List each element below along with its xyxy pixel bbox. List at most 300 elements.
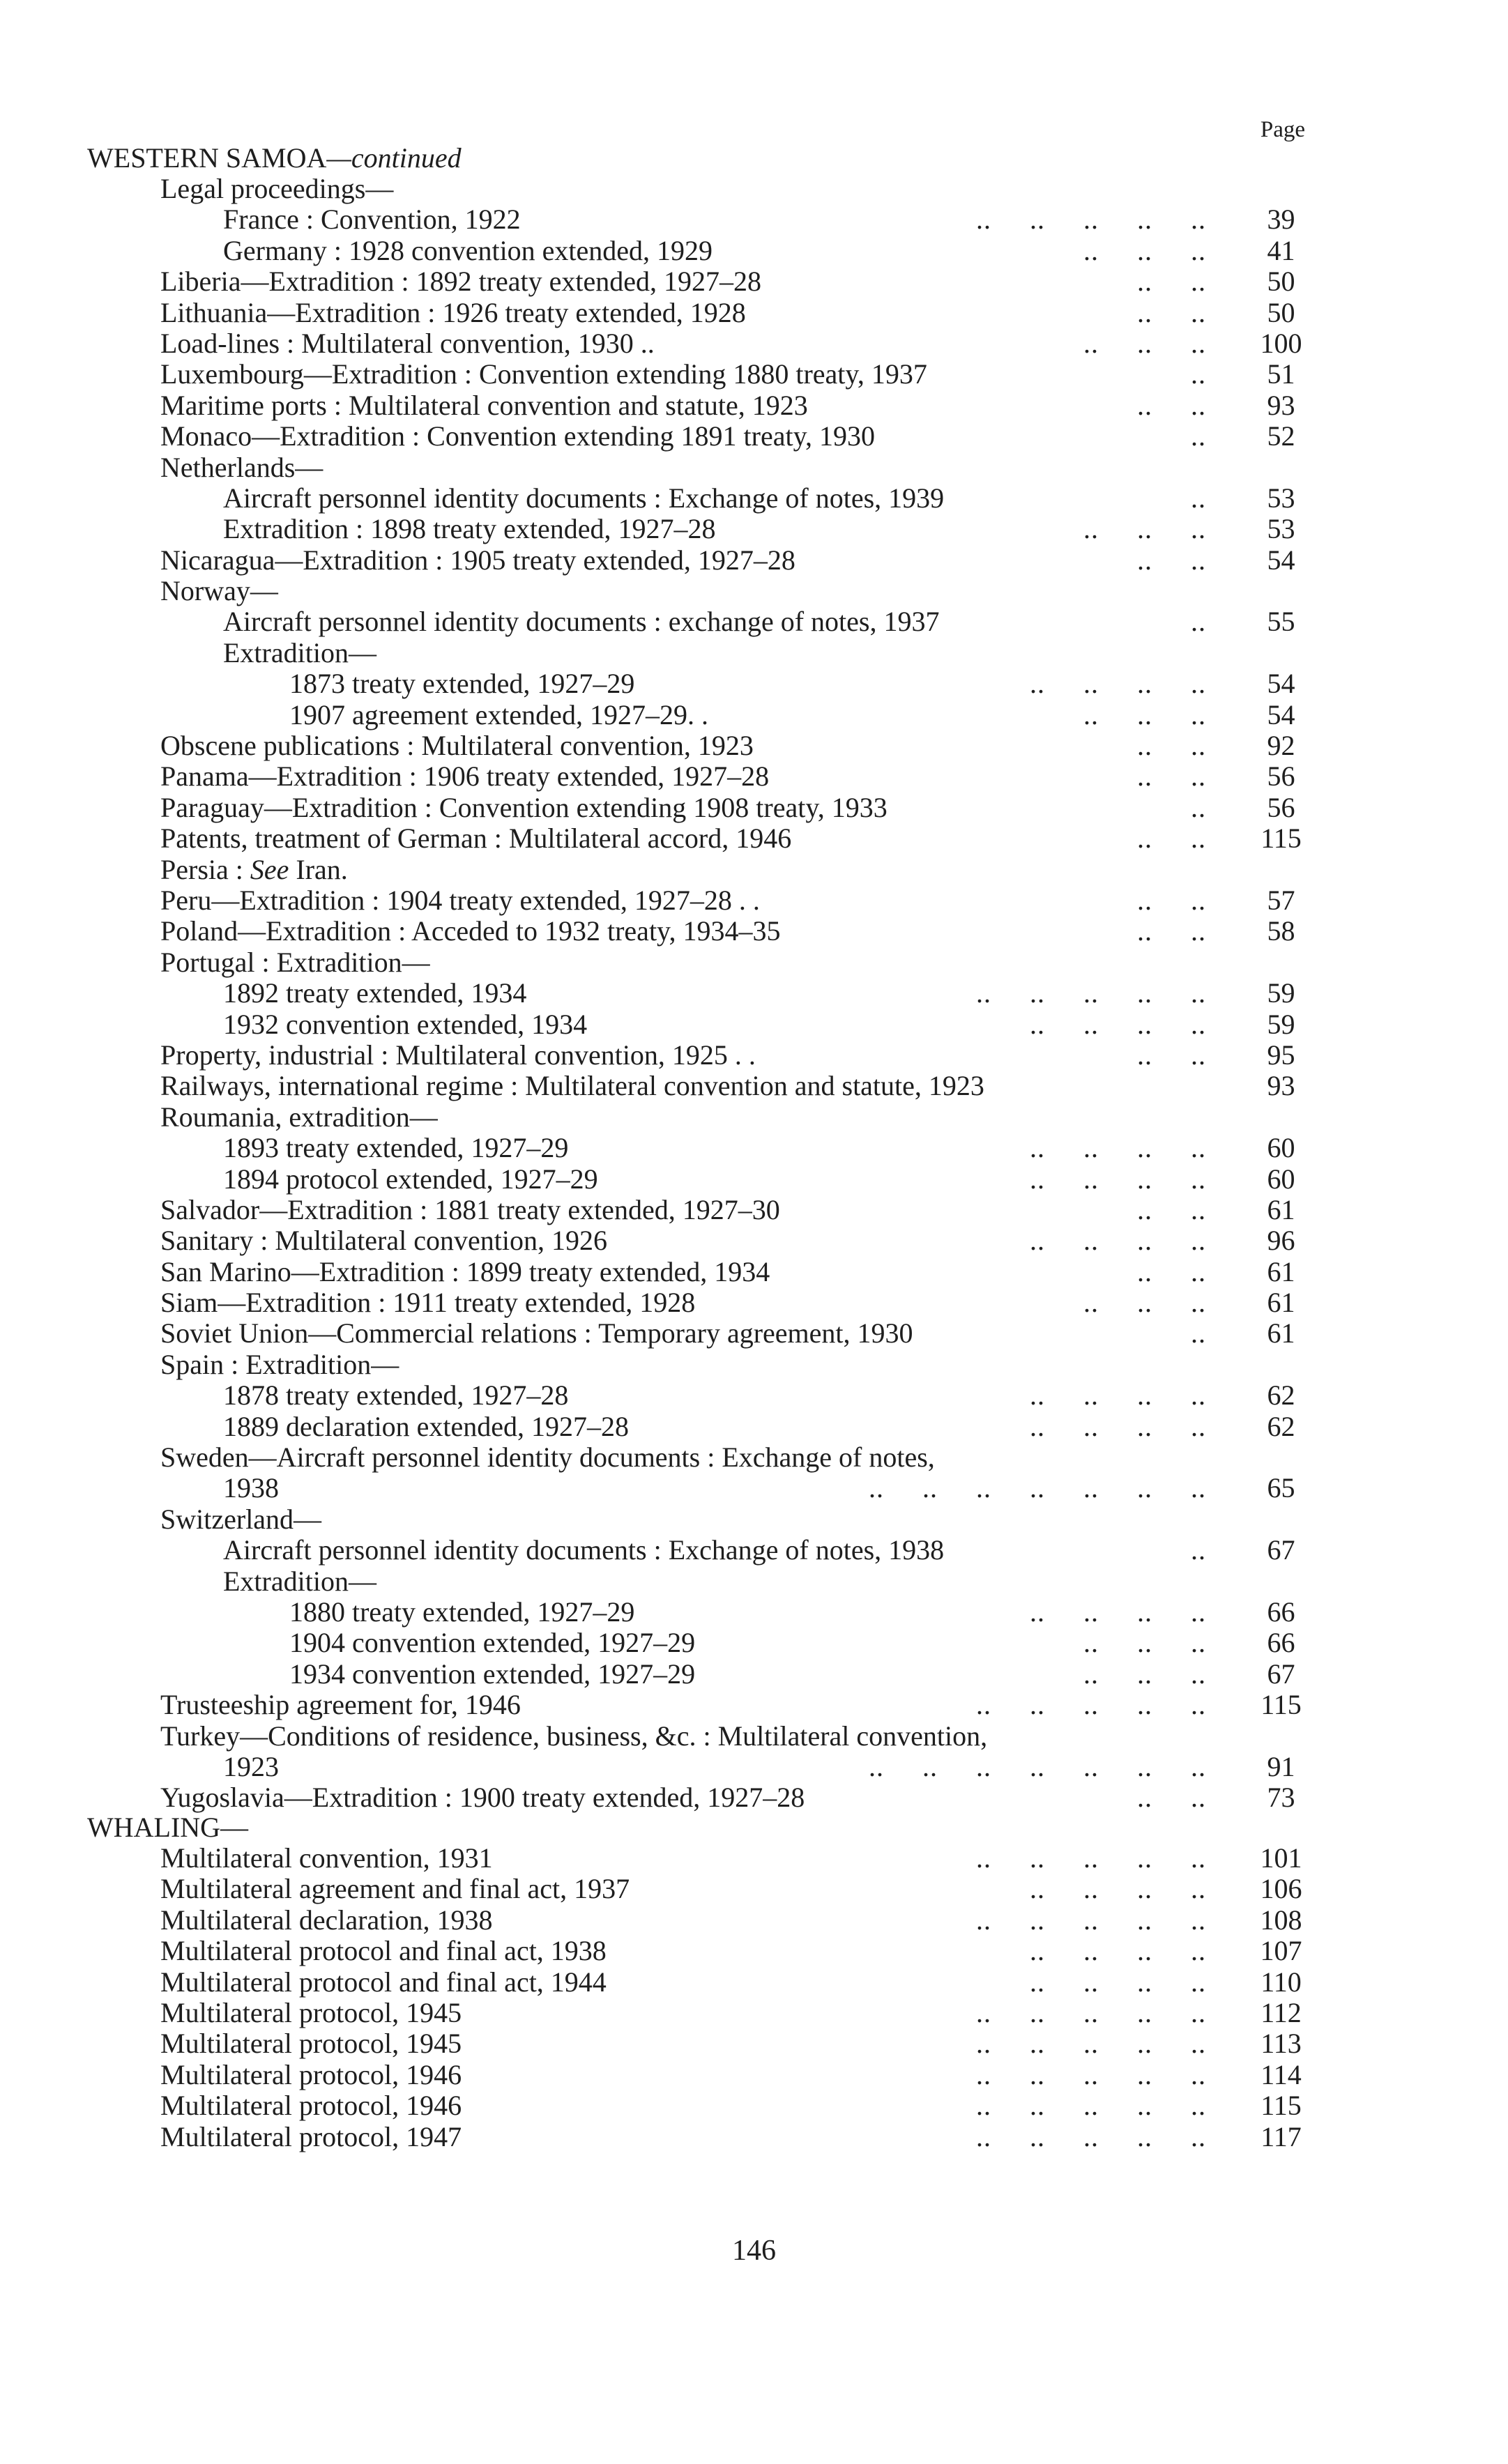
entry-text xyxy=(160,885,760,916)
index-entry xyxy=(0,576,1508,606)
entry-page-number: 67 xyxy=(1267,1534,1295,1566)
entry-label: Peru—Extradition : 1904 treaty extended, 1927–28 . . xyxy=(160,884,760,916)
entry-page-number: 65 xyxy=(1267,1472,1295,1504)
leader-dots: .. .. xyxy=(1137,296,1206,328)
entry-text xyxy=(160,1225,607,1256)
entry-page-number: 61 xyxy=(1267,1193,1295,1225)
entry-text xyxy=(223,1535,944,1566)
leader-dots: .. .. .. .. xyxy=(1030,1132,1206,1164)
entry-page-number: 56 xyxy=(1267,760,1295,793)
index-entry xyxy=(0,1690,1508,1720)
leader-dots: .. .. xyxy=(1137,544,1206,576)
entry-label: Sanitary : Multilateral convention, 1926 xyxy=(160,1225,607,1257)
entry-page-number: 61 xyxy=(1267,1317,1295,1349)
entry-text xyxy=(160,947,430,978)
entry-label: Germany : 1928 convention extended, 1929 xyxy=(223,234,713,266)
entry-label: Railways, international regime : Multilateral convention and statute, 1923 xyxy=(160,1070,984,1102)
entry-page-number: 108 xyxy=(1260,1904,1302,1936)
entry-text xyxy=(160,1195,780,1225)
entry-label: Poland—Extradition : Acceded to 1932 treaty, 1934–35 xyxy=(160,915,781,947)
entry-label: Spain : Extradition— xyxy=(160,1348,399,1380)
entry-page-number: 96 xyxy=(1267,1225,1295,1257)
entry-label: Siam—Extradition : 1911 treaty extended, 1928 xyxy=(160,1287,696,1319)
entry-page-number: 115 xyxy=(1261,1689,1302,1721)
index-entry xyxy=(0,204,1508,235)
leader-dots: .. .. .. .. xyxy=(1030,1379,1206,1411)
leader-dots: .. .. .. xyxy=(1083,234,1206,266)
leader-dots: .. .. .. xyxy=(1083,513,1206,545)
index-entry xyxy=(0,2060,1508,2090)
entry-text xyxy=(160,1287,695,1318)
index-entry xyxy=(0,1040,1508,1071)
index-entry xyxy=(0,885,1508,916)
entry-text xyxy=(160,266,761,297)
entry-text xyxy=(160,1257,770,1287)
entry-page-number: 53 xyxy=(1267,513,1295,545)
entry-label: 1923 xyxy=(223,1750,279,1782)
entry-text xyxy=(160,1349,399,1380)
entry-page-number: 101 xyxy=(1260,1842,1302,1874)
entry-text xyxy=(160,1782,805,1813)
entry-label: 1873 treaty extended, 1927–29 xyxy=(289,668,635,700)
entry-label: Maritime ports : Multilateral convention and statute, 1923 xyxy=(160,389,808,421)
leader-dots: .. .. .. .. .. .. .. xyxy=(869,1472,1206,1504)
entry-text xyxy=(223,1566,376,1597)
index-entry xyxy=(0,668,1508,699)
index-entry xyxy=(0,174,1508,204)
entry-page-number: 55 xyxy=(1267,606,1295,638)
entry-label: Panama—Extradition : 1906 treaty extended, 1927–28 xyxy=(160,760,770,793)
entry-text xyxy=(289,1659,695,1690)
leader-dots: .. xyxy=(1191,1317,1206,1349)
entry-text xyxy=(289,668,634,699)
entry-label: Multilateral protocol and final act, 1944 xyxy=(160,1966,607,1998)
entry-label: 1893 treaty extended, 1927–29 xyxy=(223,1132,569,1164)
entry-label: Legal proceedings— xyxy=(160,173,394,204)
leader-dots: .. .. xyxy=(1137,1193,1206,1225)
index-entry xyxy=(0,1195,1508,1225)
entry-label: Multilateral protocol, 1946 xyxy=(160,2058,462,2090)
entry-label: 1892 treaty extended, 1934 xyxy=(223,977,527,1009)
page-column-label: Page xyxy=(1260,117,1306,142)
entry-label: Multilateral protocol and final act, 1938 xyxy=(160,1935,607,1967)
leader-dots: .. xyxy=(1191,482,1206,514)
entry-page-number: 110 xyxy=(1261,1966,1302,1998)
entry-label: 1878 treaty extended, 1927–28 xyxy=(223,1379,569,1411)
index-entry xyxy=(0,1628,1508,1658)
entry-label: Liberia—Extradition : 1892 treaty extended, 1927–28 xyxy=(160,266,761,298)
entry-label: Yugoslavia—Extradition : 1900 treaty extended, 1927–28 xyxy=(160,1782,805,1814)
entry-label: Portugal : Extradition— xyxy=(160,946,430,978)
index-entry xyxy=(0,855,1508,885)
entry-label: Load-lines : Multilateral convention, 1930 .. xyxy=(160,327,655,359)
leader-dots: .. .. .. .. xyxy=(1030,1225,1206,1257)
entry-text xyxy=(160,545,795,576)
leader-dots: .. .. xyxy=(1137,884,1206,916)
entry-label: France : Convention, 1922 xyxy=(223,204,521,236)
entry-page-number: 114 xyxy=(1261,2058,1302,2090)
entry-text xyxy=(223,606,939,637)
entry-text xyxy=(160,1843,493,1874)
index-entry xyxy=(0,1411,1508,1442)
entry-text xyxy=(160,1905,493,1936)
entry-page-number: 67 xyxy=(1267,1658,1295,1690)
index-entry xyxy=(0,421,1508,452)
entry-list xyxy=(0,1843,1508,2152)
entry-page-number: 91 xyxy=(1267,1750,1295,1782)
entry-text xyxy=(160,1936,607,1966)
leader-dots: .. .. xyxy=(1137,730,1206,762)
index-entry xyxy=(0,1133,1508,1163)
index-entry xyxy=(0,2122,1508,2152)
entry-page-number: 39 xyxy=(1267,204,1295,236)
entry-text xyxy=(160,576,278,606)
leader-dots: .. .. .. xyxy=(1083,327,1206,359)
leader-dots: .. .. xyxy=(1137,822,1206,855)
leader-dots: .. xyxy=(1191,358,1206,390)
entry-text xyxy=(223,483,944,514)
entry-page-number: 113 xyxy=(1261,2028,1302,2060)
entry-page-number: 95 xyxy=(1267,1039,1295,1071)
entry-label: 1938 xyxy=(223,1472,279,1504)
entry-text xyxy=(160,1721,987,1752)
entry-page-number: 60 xyxy=(1267,1132,1295,1164)
entry-label: Extradition— xyxy=(223,636,376,668)
entry-label: Multilateral protocol, 1947 xyxy=(160,2120,462,2152)
index-entry xyxy=(0,390,1508,421)
entry-page-number: 61 xyxy=(1267,1255,1295,1287)
entry-page-number: 73 xyxy=(1267,1782,1295,1814)
leader-dots: .. .. .. xyxy=(1083,698,1206,730)
leader-dots: .. .. .. .. xyxy=(1030,1008,1206,1040)
entry-text xyxy=(160,359,927,390)
entry-text xyxy=(289,1628,695,1658)
entry-text xyxy=(160,1318,913,1349)
entry-page-number: 61 xyxy=(1267,1287,1295,1319)
entry-text xyxy=(160,2060,462,2090)
entry-label: Lithuania—Extradition : 1926 treaty extended, 1928 xyxy=(160,296,746,328)
index-entry xyxy=(0,236,1508,266)
entry-text xyxy=(160,1967,607,1998)
leader-dots: .. .. xyxy=(1137,1255,1206,1287)
leader-dots: .. .. .. .. xyxy=(1030,1935,1206,1967)
entry-page-number: 93 xyxy=(1267,1070,1295,1102)
section-heading-text: WHALING— xyxy=(87,1812,249,1843)
section-heading-text: WESTERN SAMOA xyxy=(87,142,327,174)
entry-label: Multilateral declaration, 1938 xyxy=(160,1904,493,1936)
index-entry xyxy=(0,1164,1508,1195)
leader-dots: .. .. .. .. xyxy=(1030,668,1206,700)
entry-text xyxy=(223,978,526,1009)
entry-page-number: 100 xyxy=(1260,327,1302,359)
leader-dots: .. .. xyxy=(1137,266,1206,298)
page-number: 146 xyxy=(732,2235,776,2267)
leader-dots: .. .. .. .. .. xyxy=(976,204,1206,236)
entry-text xyxy=(160,761,769,792)
entry-text xyxy=(223,236,713,266)
entry-text xyxy=(160,1874,630,1904)
leader-dots: .. .. .. xyxy=(1083,1287,1206,1319)
index-entry xyxy=(0,1535,1508,1566)
entry-label: Nicaragua—Extradition : 1905 treaty extended, 1927–28 xyxy=(160,544,795,576)
index-entry xyxy=(0,978,1508,1009)
index-entry xyxy=(0,1225,1508,1256)
entry-text xyxy=(160,2028,462,2059)
index-entry xyxy=(0,545,1508,576)
leader-dots: .. xyxy=(1191,791,1206,823)
entry-label: Monaco—Extradition : Convention extending 1891 treaty, 1930 xyxy=(160,420,875,452)
entry-text xyxy=(160,2122,462,2152)
entry-text xyxy=(223,1009,587,1040)
index-entry xyxy=(0,606,1508,637)
leader-dots: .. .. xyxy=(1137,1039,1206,1071)
entry-text xyxy=(223,204,521,235)
entry-page-number: 58 xyxy=(1267,915,1295,947)
entry-text xyxy=(160,1071,984,1101)
entry-label: Property, industrial : Multilateral convention, 1925 . . xyxy=(160,1039,756,1071)
entry-page-number: 50 xyxy=(1267,266,1295,298)
entry-text xyxy=(160,1102,438,1133)
index-entry xyxy=(0,1566,1508,1597)
index-entry xyxy=(0,452,1508,483)
entry-page-number: 62 xyxy=(1267,1379,1295,1411)
entry-label: Multilateral protocol, 1945 xyxy=(160,1996,462,2028)
section-heading-suffix: —continued xyxy=(326,142,462,174)
entry-text xyxy=(160,1504,321,1535)
entry-text xyxy=(289,700,708,730)
entry-page-number: 112 xyxy=(1261,1996,1302,2028)
entry-label: Aircraft personnel identity documents : Exchange of notes, 1939 xyxy=(223,482,945,514)
index-entry xyxy=(0,1782,1508,1813)
entry-page-number: 93 xyxy=(1267,389,1295,421)
entry-label: Paraguay—Extradition : Convention extending 1908 treaty, 1933 xyxy=(160,791,888,823)
entry-label: Patents, treatment of German : Multilateral accord, 1946 xyxy=(160,822,792,855)
leader-dots: .. .. .. .. xyxy=(1030,1163,1206,1195)
entry-label: Trusteeship agreement for, 1946 xyxy=(160,1689,521,1721)
leader-dots: .. .. .. .. .. xyxy=(976,1689,1206,1721)
leader-dots: .. .. xyxy=(1137,760,1206,793)
index-entry xyxy=(0,823,1508,854)
entry-text xyxy=(160,2090,462,2121)
index-entry xyxy=(0,793,1508,823)
entry-text xyxy=(160,855,348,885)
entry-label: 1880 treaty extended, 1927–29 xyxy=(289,1596,635,1628)
section-heading xyxy=(87,1812,248,1843)
leader-dots: .. xyxy=(1191,606,1206,638)
entry-label: Obscene publications : Multilateral convention, 1923 xyxy=(160,730,754,762)
leader-dots: .. .. .. xyxy=(1083,1658,1206,1690)
entry-page-number: 59 xyxy=(1267,1008,1295,1040)
index-entry xyxy=(0,514,1508,544)
entry-label: Aircraft personnel identity documents : exchange of notes, 1937 xyxy=(223,606,940,638)
index-entry xyxy=(0,916,1508,947)
entry-page-number: 60 xyxy=(1267,1163,1295,1195)
index-entry xyxy=(0,1257,1508,1287)
entry-page-number: 117 xyxy=(1261,2120,1302,2152)
index-entry xyxy=(0,2090,1508,2121)
entry-page-number: 53 xyxy=(1267,482,1295,514)
index-entry xyxy=(0,700,1508,730)
entry-text xyxy=(160,174,393,204)
entry-page-number: 92 xyxy=(1267,730,1295,762)
entry-text xyxy=(223,1133,568,1163)
section-heading xyxy=(87,143,462,174)
entry-page-number: 62 xyxy=(1267,1410,1295,1442)
entry-text xyxy=(160,328,655,359)
leader-dots: .. .. .. .. xyxy=(1030,1596,1206,1628)
index-entry xyxy=(0,359,1508,390)
index-entry xyxy=(0,1752,1508,1782)
entry-text xyxy=(223,1411,629,1442)
leader-dots: .. .. .. .. xyxy=(1030,1410,1206,1442)
index-entry xyxy=(0,1504,1508,1535)
index-entry xyxy=(0,1071,1508,1101)
entry-page-number: 59 xyxy=(1267,977,1295,1009)
entry-text xyxy=(160,421,875,452)
entry-page-number: 66 xyxy=(1267,1596,1295,1628)
entry-label: Salvador—Extradition : 1881 treaty extended, 1927–30 xyxy=(160,1193,780,1225)
entry-page-number: 115 xyxy=(1261,2090,1302,2122)
entry-text xyxy=(223,1164,598,1195)
entry-text xyxy=(160,390,808,421)
leader-dots: .. .. xyxy=(1137,915,1206,947)
index-entry xyxy=(0,1287,1508,1318)
entry-label: 1889 declaration extended, 1927–28 xyxy=(223,1410,630,1442)
entry-label: Sweden—Aircraft personnel identity documents : Exchange of notes, xyxy=(160,1441,935,1474)
entry-page-number: 52 xyxy=(1267,420,1295,452)
entry-cross-reference: See xyxy=(250,853,289,885)
entry-text xyxy=(160,1040,756,1071)
leader-dots: .. .. .. .. xyxy=(1030,1966,1206,1998)
entry-label: Luxembourg—Extradition : Convention extending 1880 treaty, 1937 xyxy=(160,358,927,390)
index-entry xyxy=(0,1473,1508,1503)
entry-label: 1904 convention extended, 1927–29 xyxy=(289,1627,696,1659)
index-entry xyxy=(0,1442,1508,1473)
index-entry xyxy=(0,730,1508,761)
entry-text xyxy=(160,730,754,761)
leader-dots: .. .. .. .. .. xyxy=(976,1842,1206,1874)
entry-label: Persia : xyxy=(160,853,250,885)
leader-dots: .. .. xyxy=(1137,1782,1206,1814)
leader-dots: .. .. .. .. .. xyxy=(976,977,1206,1009)
entry-text xyxy=(160,1690,521,1720)
entry-label: Netherlands— xyxy=(160,451,323,483)
index-entry xyxy=(0,1349,1508,1380)
entry-label: 1934 convention extended, 1927–29 xyxy=(289,1658,696,1690)
entry-label: Aircraft personnel identity documents : Exchange of notes, 1938 xyxy=(223,1534,945,1566)
entry-page-number: 54 xyxy=(1267,668,1295,700)
leader-dots: .. .. xyxy=(1137,389,1206,421)
index-entry xyxy=(0,1597,1508,1628)
entry-label: Multilateral protocol, 1946 xyxy=(160,2090,462,2122)
entry-page-number: 57 xyxy=(1267,884,1295,916)
index-entry xyxy=(0,1874,1508,1904)
entry-text xyxy=(223,1473,279,1503)
index-entry xyxy=(0,761,1508,792)
index-entry xyxy=(0,1380,1508,1411)
entry-page-number: 115 xyxy=(1261,822,1302,855)
entry-text xyxy=(289,1597,634,1628)
entry-label: San Marino—Extradition : 1899 treaty extended, 1934 xyxy=(160,1255,770,1287)
entry-label: Turkey—Conditions of residence, business, &c. : Multilateral convention, xyxy=(160,1720,988,1752)
leader-dots: .. .. .. .. .. xyxy=(976,2090,1206,2122)
entry-label: Multilateral agreement and final act, 1937 xyxy=(160,1873,630,1905)
entry-label: Multilateral protocol, 1945 xyxy=(160,2028,462,2060)
entry-text xyxy=(223,638,376,668)
index-entry xyxy=(0,1936,1508,1966)
index-entry xyxy=(0,1318,1508,1349)
index-entry xyxy=(0,1009,1508,1040)
index-entry xyxy=(0,1998,1508,2028)
index-entry xyxy=(0,1843,1508,1874)
index-entry xyxy=(0,328,1508,359)
leader-dots: .. .. .. xyxy=(1083,1627,1206,1659)
entry-label: Roumania, extradition— xyxy=(160,1101,438,1133)
index-entry xyxy=(0,947,1508,978)
leader-dots: .. .. .. .. .. xyxy=(976,2058,1206,2090)
entry-page-number: 54 xyxy=(1267,698,1295,730)
index-entry xyxy=(0,1967,1508,1998)
entry-text xyxy=(160,1442,935,1473)
index-entry xyxy=(0,298,1508,328)
entry-text xyxy=(223,514,716,544)
index-entry xyxy=(0,638,1508,668)
entry-text xyxy=(160,1998,462,2028)
leader-dots: .. .. .. .. .. xyxy=(976,1904,1206,1936)
entry-page-number: 50 xyxy=(1267,296,1295,328)
index-entry xyxy=(0,2028,1508,2059)
entry-text xyxy=(223,1380,568,1411)
entry-page-number: 41 xyxy=(1267,234,1295,266)
leader-dots: .. .. .. .. .. .. .. xyxy=(869,1750,1206,1782)
index-entry xyxy=(0,483,1508,514)
entry-label: Switzerland— xyxy=(160,1503,322,1535)
entry-text xyxy=(160,823,791,854)
index-entry xyxy=(0,1721,1508,1752)
entry-list xyxy=(0,174,1508,1814)
entry-label: 1907 agreement extended, 1927–29. . xyxy=(289,698,708,730)
entry-label: Norway— xyxy=(160,575,278,607)
entry-label-tail: Iran. xyxy=(289,853,348,885)
entry-page-number: 66 xyxy=(1267,1627,1295,1659)
index-entry xyxy=(0,1102,1508,1133)
entry-page-number: 56 xyxy=(1267,791,1295,823)
index-entry xyxy=(0,1659,1508,1690)
entry-page-number: 107 xyxy=(1260,1935,1302,1967)
entry-text xyxy=(160,452,323,483)
entry-page-number: 54 xyxy=(1267,544,1295,576)
leader-dots: .. xyxy=(1191,420,1206,452)
entry-text xyxy=(223,1752,279,1782)
entry-label: Multilateral convention, 1931 xyxy=(160,1842,493,1874)
entry-text xyxy=(160,298,746,328)
entry-page-number: 51 xyxy=(1267,358,1295,390)
entry-label: Extradition : 1898 treaty extended, 1927–28 xyxy=(223,513,716,545)
entry-page-number: 106 xyxy=(1260,1873,1302,1905)
entry-label: 1932 convention extended, 1934 xyxy=(223,1008,588,1040)
leader-dots: .. .. .. .. .. xyxy=(976,2028,1206,2060)
entry-label: Extradition— xyxy=(223,1565,376,1597)
leader-dots: .. .. .. .. .. xyxy=(976,2120,1206,2152)
entry-text xyxy=(160,793,888,823)
leader-dots: .. .. .. .. xyxy=(1030,1873,1206,1905)
index-entry xyxy=(0,266,1508,297)
entry-label: Soviet Union—Commercial relations : Temporary agreement, 1930 xyxy=(160,1317,913,1349)
leader-dots: .. xyxy=(1191,1534,1206,1566)
leader-dots: .. .. .. .. .. xyxy=(976,1996,1206,2028)
entry-label: 1894 protocol extended, 1927–29 xyxy=(223,1163,598,1195)
index-entry xyxy=(0,1905,1508,1936)
